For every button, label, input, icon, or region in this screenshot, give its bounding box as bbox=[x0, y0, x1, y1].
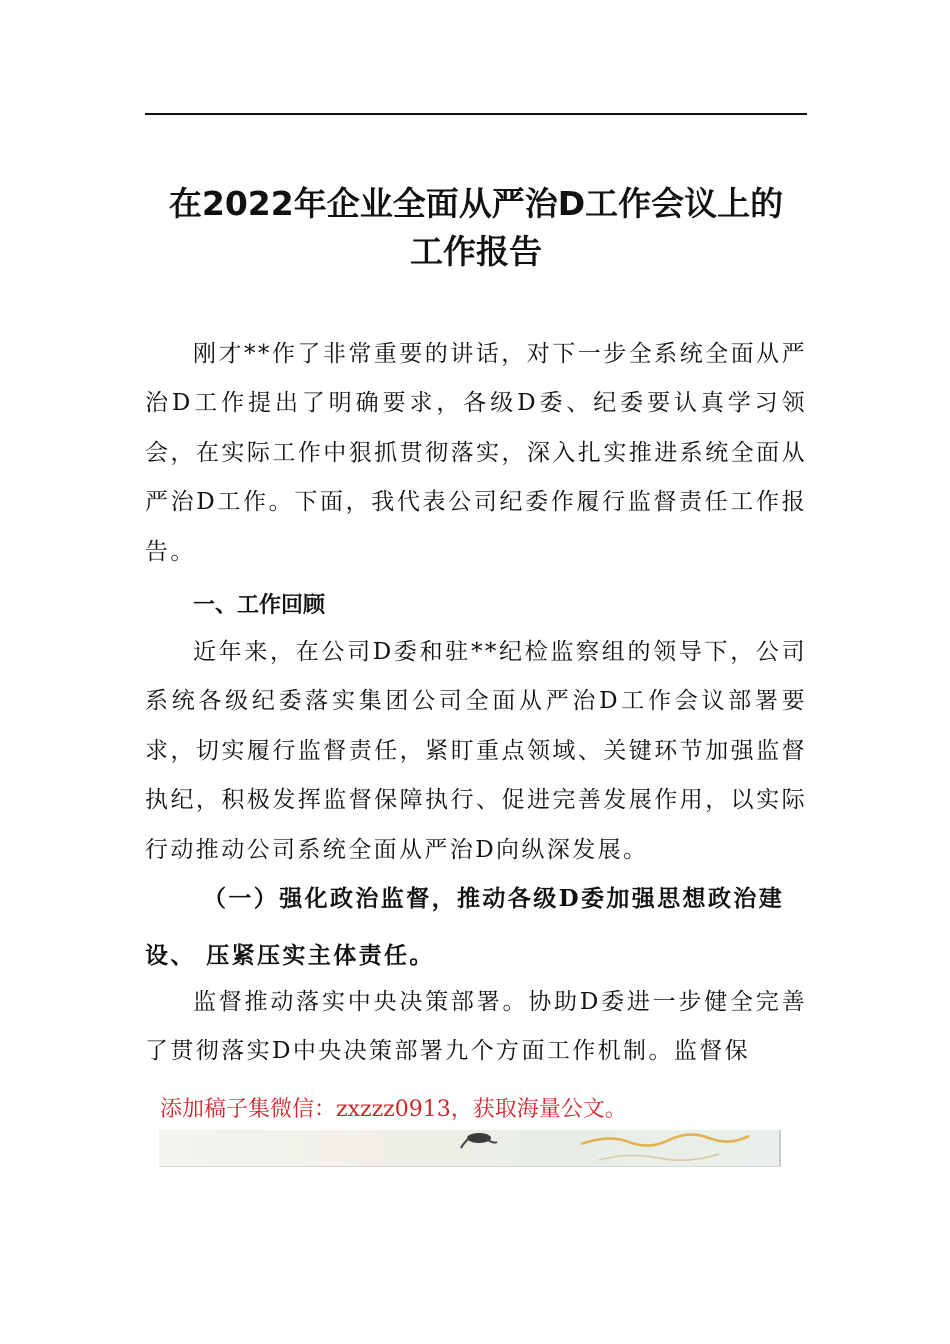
top-rule bbox=[145, 113, 807, 115]
subheading-political-supervision: （一）强化政治监督，推动各级D委加强思想政治建设、 压紧压实主体责任。 bbox=[145, 885, 785, 969]
document-title-line1: 在2022年企业全面从严治D工作会议上的 bbox=[168, 184, 784, 223]
decorative-strip-image bbox=[159, 1130, 781, 1167]
gold-swirl-icon bbox=[579, 1130, 769, 1166]
ink-mark-icon bbox=[459, 1130, 499, 1150]
section-heading-review: 一、工作回顾 bbox=[193, 593, 326, 618]
paragraph-review: 近年来，在公司D委和驻**纪检监察组的领导下，公司系统各级纪委落实集团公司全面从严治D工作会议部署要求，切实履行监督责任，紧盯重点领域、关键环节加强监督执纪，积极发挥监督保障执行、促进完善发展作用，以实际行动推动公司系统全面从严治D向纵深发展。 bbox=[145, 639, 807, 863]
paragraph-supervision: 监督推动落实中央决策部署。协助D委进一步健全完善了贯彻落实D中央决策部署九个方面工作机制。监督保 bbox=[145, 989, 807, 1065]
document-title-line2: 工作报告 bbox=[410, 232, 542, 271]
promo-banner-text: 添加稿子集微信：zxzzz0913，获取海量公文。 bbox=[160, 1097, 627, 1122]
paragraph-intro: 刚才**作了非常重要的讲话，对下一步全系统全面从严治D工作提出了明确要求，各级D委、纪委要认真学习领会，在实际工作中狠抓贯彻落实，深入扎实推进系统全面从严治D工作。下面，我代表公司纪委作履行监督责任工作报告。 bbox=[145, 341, 807, 565]
